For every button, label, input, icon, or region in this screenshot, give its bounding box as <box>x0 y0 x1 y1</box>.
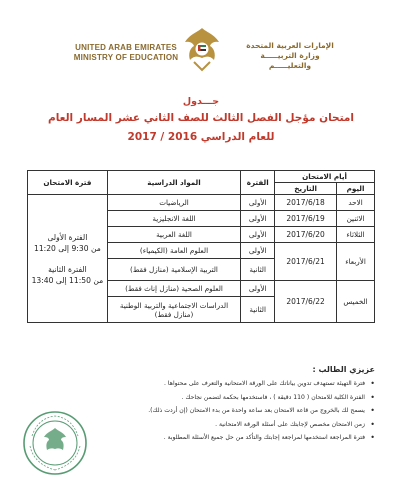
country-name-en: UNITED ARAB EMIRATES <box>75 43 177 52</box>
first-period-label: الفترة الأولى <box>47 232 88 242</box>
exam-times-cell <box>28 195 108 323</box>
list-item: • يسمح لك بالخروج من قاعة الامتحان بعد ساعة واحدة من بدء الامتحان (إن أردت ذلك). <box>30 407 375 416</box>
country-name-ar: الإمارات العربية المتحدة <box>246 41 334 50</box>
ministry-name-en <box>66 43 186 63</box>
cell-period: الأولى <box>241 195 275 211</box>
list-item: • زمن الامتحان مخصص لإجابتك على أسئلة الورقة الامتحانية . <box>30 421 375 430</box>
cell-day: الاحد <box>337 195 375 211</box>
cell-period: الثانية <box>241 297 275 323</box>
table-row <box>28 195 375 211</box>
list-item: • الفترة الكلية للامتحان ( 110 دقيقة ) ، فاستخدمها بحكمة لتضمن نجاحك . <box>30 394 375 403</box>
cell-date: 2017/6/22 <box>275 281 337 323</box>
header-period: الفترة <box>241 171 275 195</box>
ministry-seal-stamp-icon <box>20 408 90 478</box>
notes-title: عزيزي الطالب : <box>312 365 375 374</box>
cell-subject: اللغة العربية <box>107 227 240 243</box>
header-day: اليوم <box>337 183 375 195</box>
cell-date: 2017/6/21 <box>275 243 337 281</box>
cell-day: الاثنين <box>337 211 375 227</box>
cell-subject: العلوم العامة (الكيمياء) <box>107 243 240 259</box>
cell-day: الثلاثاء <box>337 227 375 243</box>
list-item: • فترة المراجعة استخدمها لمراجعة إجابتك والتأكد من حل جميع الأسئلة المطلوبة . <box>30 434 375 443</box>
ministry-line-en: MINISTRY OF EDUCATION <box>73 53 179 62</box>
list-item: • فترة التهيئة تستهدف تدوين بياناتك على الورقة الامتحانية والتعرف على محتواها . <box>30 380 375 389</box>
cell-subject: الدراسات الاجتماعية والتربية الوطنية (منازل فقط) <box>107 297 240 323</box>
ministry-name-ar <box>238 41 342 71</box>
second-period-time: من 11:50 إلى 13:40 <box>31 275 104 285</box>
page-header <box>0 0 402 90</box>
cell-period: الأولى <box>241 227 275 243</box>
cell-day: الأربعاء <box>337 243 375 281</box>
header-date: التاريخ <box>275 183 337 195</box>
uae-emblem-icon <box>182 24 222 74</box>
cell-date: 2017/6/19 <box>275 211 337 227</box>
cell-date: 2017/6/20 <box>275 227 337 243</box>
cell-subject: اللغة الانجليزية <box>107 211 240 227</box>
header-subjects: المواد الدراسية <box>107 171 240 195</box>
cell-day: الخميس <box>337 281 375 323</box>
title-academic-year: للعام الدراسي 2016 / 2017 <box>127 131 275 143</box>
cell-period: الأولى <box>241 243 275 259</box>
exam-schedule-table <box>27 170 375 323</box>
title-exam-description: امتحان مؤجل الفصل الثالث للصف الثاني عشر المسار العام <box>48 112 354 124</box>
cell-period: الأولى <box>241 211 275 227</box>
cell-period: الأولى <box>241 281 275 297</box>
first-period-time: من 9:30 إلى 11:20 <box>33 243 101 253</box>
ministry-line-ar: وزارة التربيـــــة والتعليـــــم <box>260 51 320 70</box>
cell-subject: التربية الإسلامية (منازل فقط) <box>107 259 240 281</box>
cell-subject: العلوم الصحية (منازل إناث فقط) <box>107 281 240 297</box>
cell-date: 2017/6/18 <box>275 195 337 211</box>
second-period-label: الفترة الثانية <box>48 264 87 274</box>
cell-period: الثانية <box>241 259 275 281</box>
cell-subject: الرياضيات <box>107 195 240 211</box>
header-exam-days: أيام الامتحان <box>275 171 375 183</box>
title-schedule: جـــدول <box>182 96 220 107</box>
header-exam-period: فترة الامتحان <box>28 171 108 195</box>
